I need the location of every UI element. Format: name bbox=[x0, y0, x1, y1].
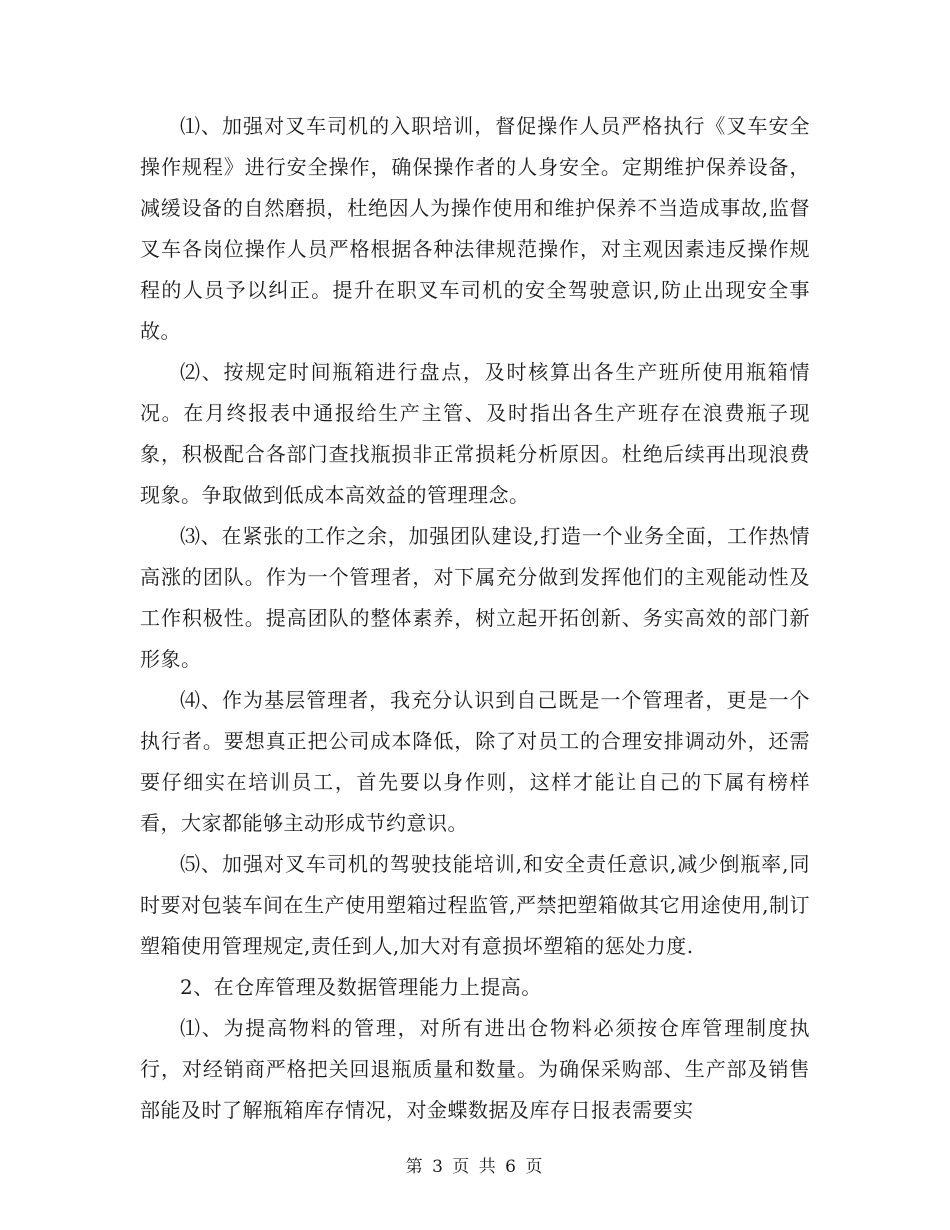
paragraph-7: ⑴、为提高物料的管理，对所有进出仓物料必须按仓库管理制度执行，对经销商严格把关回退瓶质量和数量。为确保采购部、生产部及销售部能及时了解瓶箱库存情况，对金蝶数据及库存日报表需要实 bbox=[140, 1016, 810, 1122]
page-number-footer: 第 3 页 共 6 页 bbox=[405, 1157, 545, 1177]
document-body bbox=[140, 106, 810, 1131]
paragraph-2: ⑵、按规定时间瓶箱进行盘点，及时核算出各生产班所使用瓶箱情况。在月终报表中通报给生产主管、及时指出各生产班存在浪费瓶子现象，积极配合各部门查找瓶损非正常损耗分析原因。杜绝后续再出现浪费现象。争取做到低成本高效益的管理理念。 bbox=[140, 360, 810, 507]
section-heading-2: 2、在仓库管理及数据管理能力上提高。 bbox=[180, 975, 542, 999]
paragraph-4: ⑷、作为基层管理者，我充分认识到自己既是一个管理者，更是一个执行者。要想真正把公司成本降低，除了对员工的合理安排调动外，还需要仔细实在培训员工，首先要以身作则，这样才能让自己的下属有榜样看，大家都能够主动形成节约意识。 bbox=[140, 688, 810, 835]
paragraph-3: ⑶、在紧张的工作之余，加强团队建设,打造一个业务全面，工作热情高涨的团队。作为一个管理者，对下属充分做到发挥他们的主观能动性及工作积极性。提高团队的整体素养，树立起开拓创新、务实高效的部门新形象。 bbox=[140, 524, 810, 671]
paragraph-1: ⑴、加强对叉车司机的入职培训，督促操作人员严格执行《叉车安全操作规程》进行安全操作，确保操作者的人身安全。定期维护保养设备，减缓设备的自然磨损，杜绝因人为操作使用和维护保养不当造成事故,监督叉车各岗位操作人员严格根据各种法律规范操作，对主观因素违反操作规程的人员予以纠正。提升在职叉车司机的安全驾驶意识,防止出现安全事故。 bbox=[140, 114, 810, 343]
paragraph-5: ⑸、加强对叉车司机的驾驶技能培训,和安全责任意识,减少倒瓶率,同时要对包装车间在生产使用塑箱过程监管,严禁把塑箱做其它用途使用,制订塑箱使用管理规定,责任到人,加大对有意损坏塑箱的惩处力度. bbox=[140, 852, 810, 958]
